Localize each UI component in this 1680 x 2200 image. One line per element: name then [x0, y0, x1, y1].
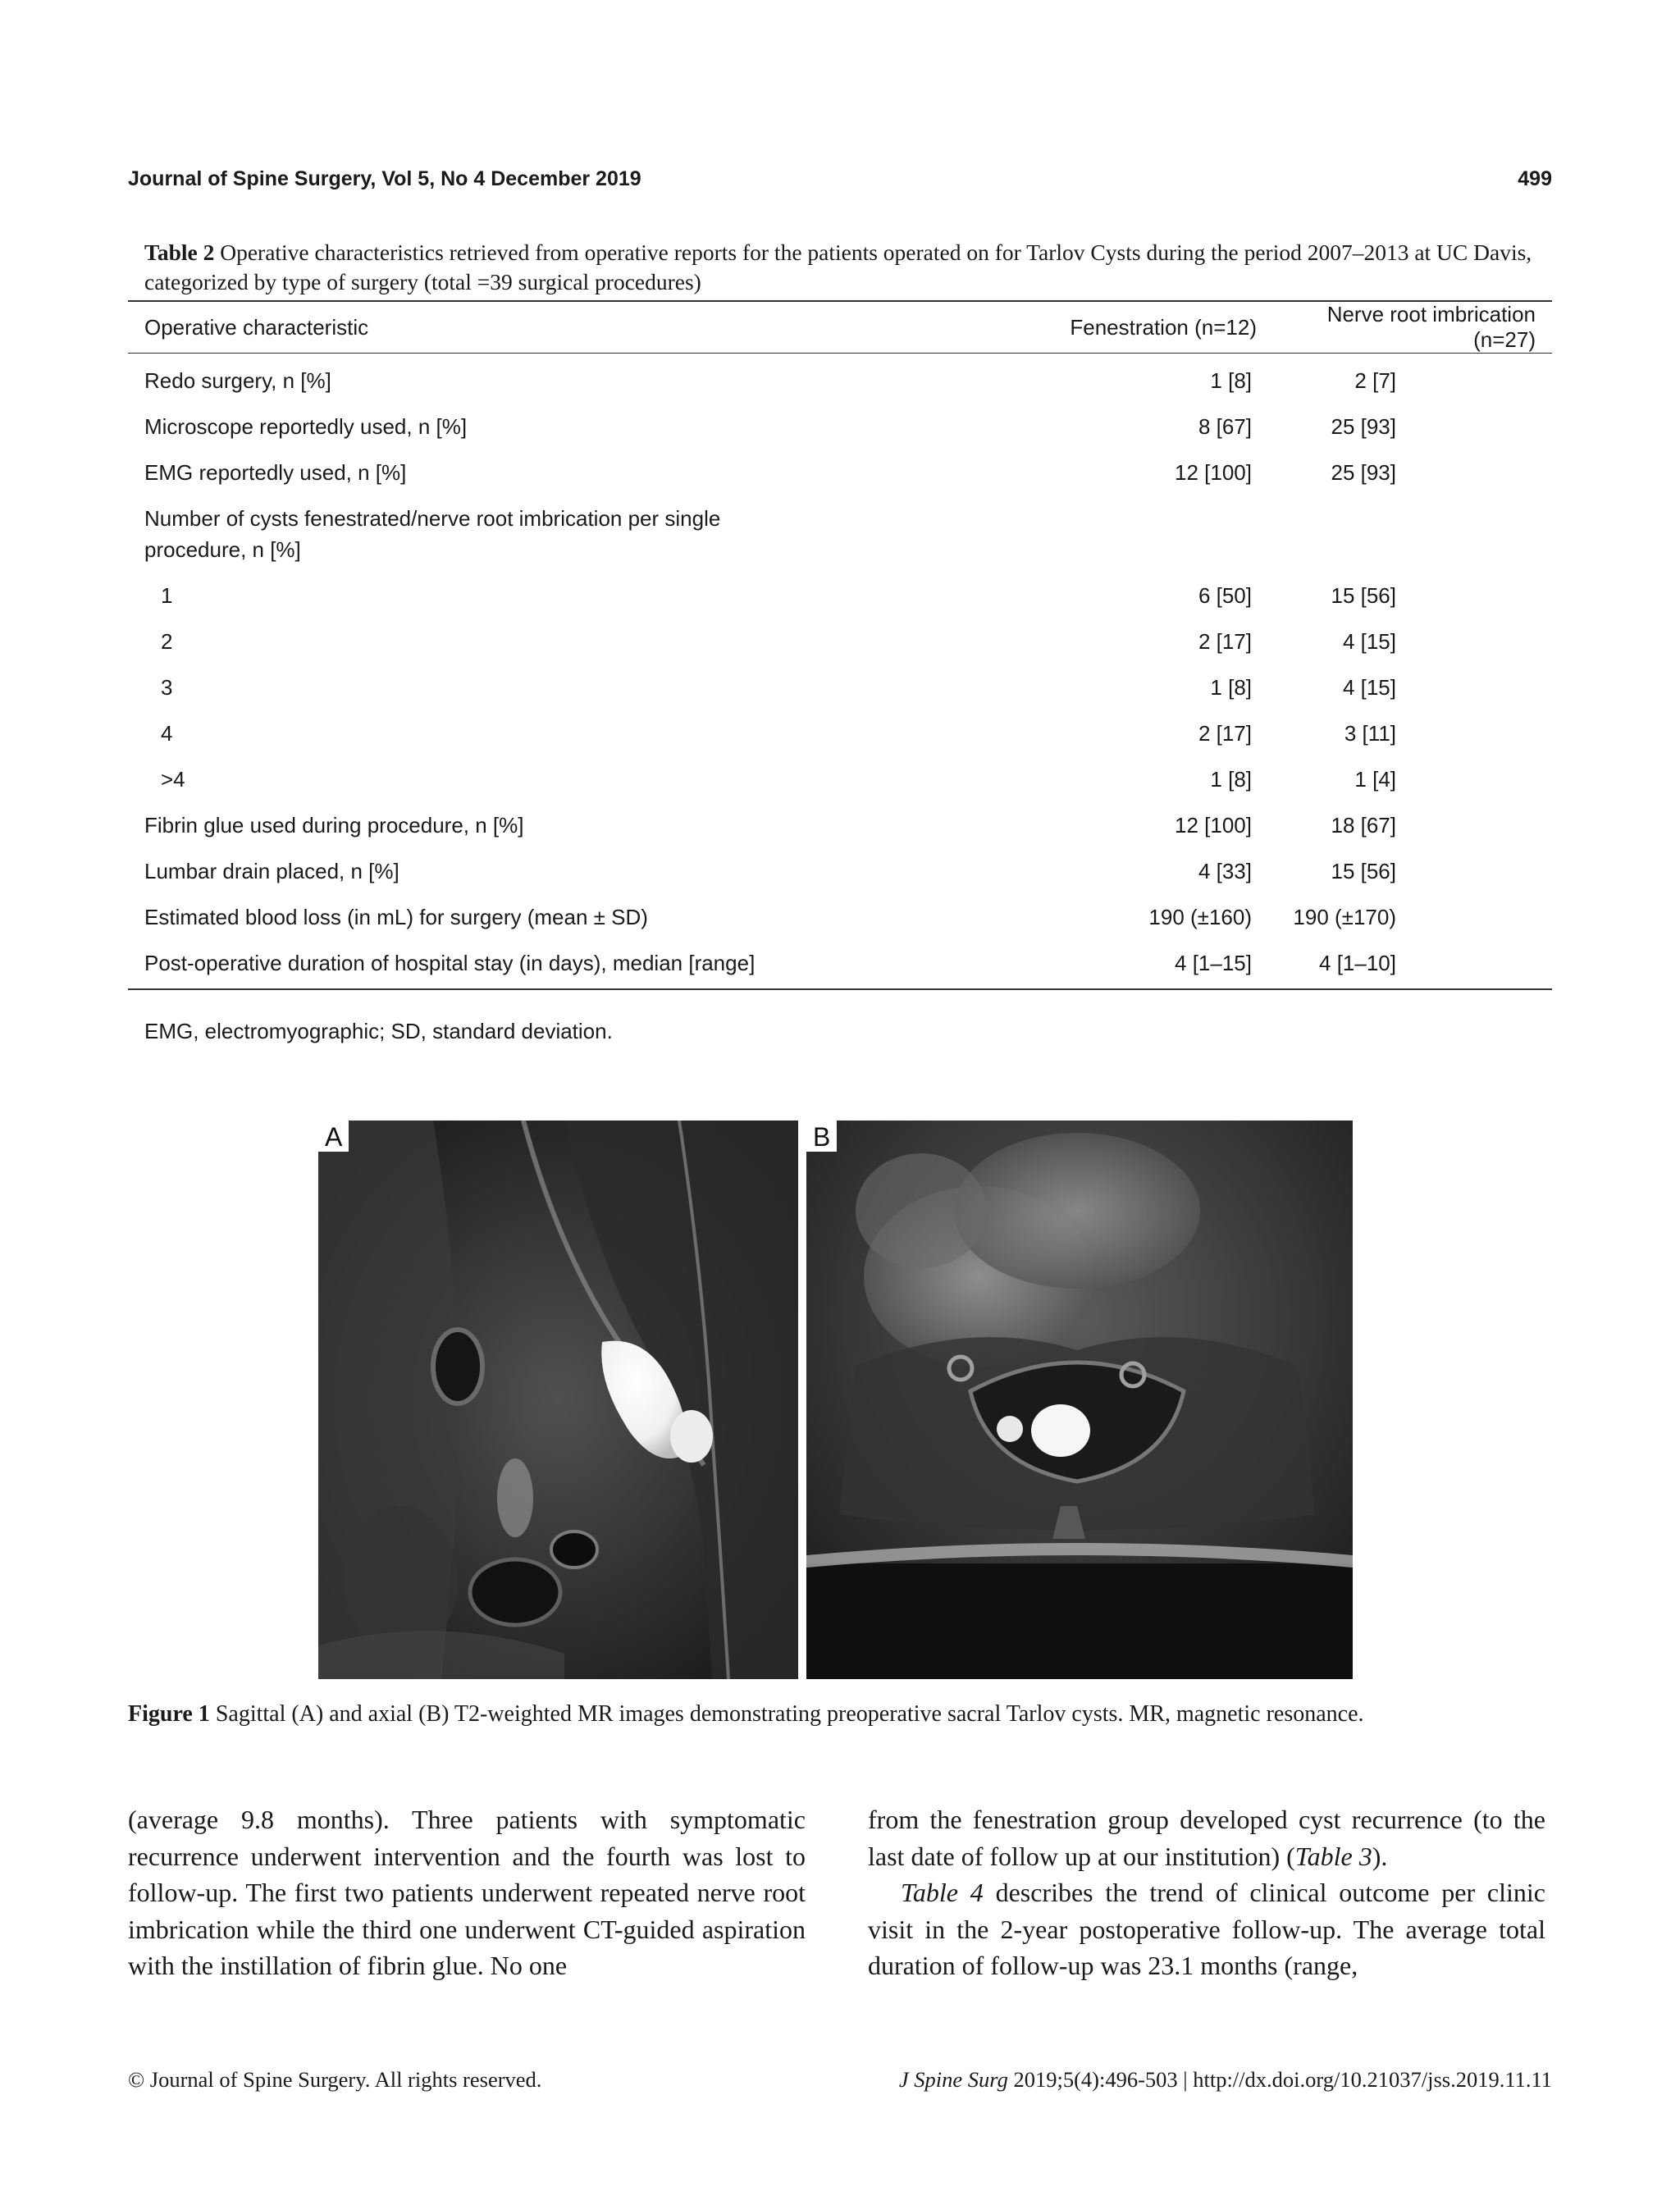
imbrication-value: 3 [11] — [1344, 721, 1396, 746]
fenestration-value: 2 [17] — [1198, 721, 1252, 746]
imbrication-value: 15 [56] — [1331, 583, 1396, 608]
mri-sagittal-image — [318, 1121, 798, 1679]
body-paragraph — [868, 1874, 1545, 1984]
panel-a-label: A — [318, 1121, 349, 1152]
imbrication-value: 1 [4] — [1354, 767, 1396, 792]
row-label: 1 — [161, 583, 173, 608]
citation — [899, 2067, 1552, 2093]
table-row — [128, 450, 1552, 495]
body-column-right — [868, 1801, 1545, 1984]
table-row — [128, 710, 1552, 756]
body-text: describes the trend of clinical outcome per clinic visit in the 2-year postoperative follow-up. The average total duration of follow-up was 23.1 months (range, — [868, 1878, 1546, 1980]
body-paragraph — [868, 1801, 1545, 1874]
mri-axial-image — [806, 1121, 1353, 1679]
table-caption-text: Operative characteristics retrieved from operative reports for the patients operated on for Tarlov Cysts during the period 2007–2013 at UC Davis, categorized by type of surgery (total =39 surgical procedures) — [144, 240, 1532, 294]
column-header-fenestration: Fenestration (n=12) — [1070, 314, 1257, 340]
body-text: ). — [1372, 1841, 1388, 1871]
column-header-imbrication: Nerve root imbrication (n=27) — [1326, 302, 1536, 352]
row-label: Lumbar drain placed, n [%] — [144, 859, 399, 883]
running-header — [128, 167, 1552, 191]
row-label: >4 — [161, 767, 185, 792]
figure-caption-text: Sagittal (A) and axial (B) T2-weighted MR images demonstrating preoperative sacral Tarlov cysts. MR, magnetic resonance. — [215, 1701, 1364, 1727]
row-label: Estimated blood loss (in mL) for surgery (mean ± SD) — [144, 905, 648, 929]
table-row — [128, 848, 1552, 894]
fenestration-value: 4 [1–15] — [1175, 951, 1252, 975]
row-label: Fibrin glue used during procedure, n [%] — [144, 813, 524, 838]
fenestration-value: 12 [100] — [1175, 460, 1252, 485]
body-paragraph: (average 9.8 months). Three patients with symptomatic recurrence underwent intervention and the fourth was lost to follow-up. The first two patients underwent repeated nerve root imbrication while the third one underwent CT-guided aspiration with the instillation of fibrin glue. No one — [128, 1805, 806, 1980]
mri-sagittal-drawing — [318, 1121, 798, 1679]
imbrication-value: 4 [1–10] — [1319, 951, 1396, 975]
citation-journal: J Spine Surg — [898, 2067, 1008, 2092]
row-label: 4 — [161, 721, 173, 746]
panel-b-label: B — [806, 1121, 837, 1152]
fenestration-value: 1 [8] — [1210, 368, 1252, 393]
page-footer — [128, 2067, 1552, 2093]
citation-doi[interactable]: 2019;5(4):496-503 | http://dx.doi.org/10.21037/jss.2019.11.11 — [1007, 2067, 1552, 2092]
imbrication-value: 25 [93] — [1331, 460, 1396, 485]
table-caption — [144, 238, 1536, 297]
body-column-left — [128, 1801, 806, 1984]
fenestration-value: 12 [100] — [1175, 813, 1252, 838]
figure-caption — [128, 1701, 1552, 1728]
table-footnote: EMG, electromyographic; SD, standard deviation. — [144, 1019, 613, 1043]
column-header-characteristic: Operative characteristic — [144, 314, 369, 340]
imbrication-value: 18 [67] — [1331, 813, 1396, 838]
fenestration-value: 2 [17] — [1198, 629, 1252, 654]
fenestration-value: 4 [33] — [1198, 859, 1252, 883]
row-label: Microscope reportedly used, n [%] — [144, 414, 468, 439]
journal-title: Journal of Spine Surgery, Vol 5, No 4 December 2019 — [128, 167, 641, 190]
row-label: Number of cysts fenestrated/nerve root imbrication per single procedure, n [%] — [144, 506, 721, 562]
page-number: 499 — [1518, 167, 1552, 190]
row-label: 2 — [161, 629, 173, 654]
table-row — [128, 573, 1552, 618]
table-row — [128, 495, 1552, 573]
imbrication-value: 190 (±170) — [1293, 905, 1396, 929]
table-row — [128, 618, 1552, 664]
table-row — [128, 802, 1552, 848]
imbrication-value: 4 [15] — [1342, 675, 1396, 700]
row-label: Redo surgery, n [%] — [144, 368, 331, 393]
table-row — [128, 354, 1552, 404]
imbrication-value: 4 [15] — [1342, 629, 1396, 654]
fenestration-value: 190 (±160) — [1148, 905, 1252, 929]
row-label: 3 — [161, 675, 173, 700]
row-label: Post-operative duration of hospital stay (in days), median [range] — [144, 951, 756, 975]
table-row — [128, 940, 1552, 989]
table-row — [128, 894, 1552, 940]
fenestration-value: 8 [67] — [1198, 414, 1252, 439]
body-text: from the fenestration group developed cyst recurrence (to the last date of follow up at our institution) ( — [868, 1805, 1545, 1871]
figure-label: Figure 1 — [128, 1701, 210, 1727]
imbrication-value: 15 [56] — [1331, 859, 1396, 883]
table-header-row — [128, 301, 1552, 354]
imbrication-value — [1262, 495, 1552, 573]
mri-axial-drawing — [806, 1121, 1353, 1679]
fenestration-value: 6 [50] — [1198, 583, 1252, 608]
operative-characteristics-table — [128, 300, 1552, 990]
table-row — [128, 664, 1552, 710]
fenestration-value: 1 [8] — [1210, 767, 1252, 792]
imbrication-value: 2 [7] — [1354, 368, 1396, 393]
table-row — [128, 404, 1552, 450]
table-label: Table 2 — [144, 240, 215, 265]
imbrication-value: 25 [93] — [1331, 414, 1396, 439]
fenestration-value: 1 [8] — [1210, 675, 1252, 700]
fenestration-value — [1014, 495, 1262, 573]
table-4-reference[interactable]: Table 4 — [901, 1878, 984, 1907]
table-row — [128, 756, 1552, 802]
table-3-reference[interactable]: Table 3 — [1294, 1841, 1372, 1871]
copyright-notice: © Journal of Spine Surgery. All rights reserved. — [128, 2067, 542, 2092]
row-label: EMG reportedly used, n [%] — [144, 460, 407, 485]
